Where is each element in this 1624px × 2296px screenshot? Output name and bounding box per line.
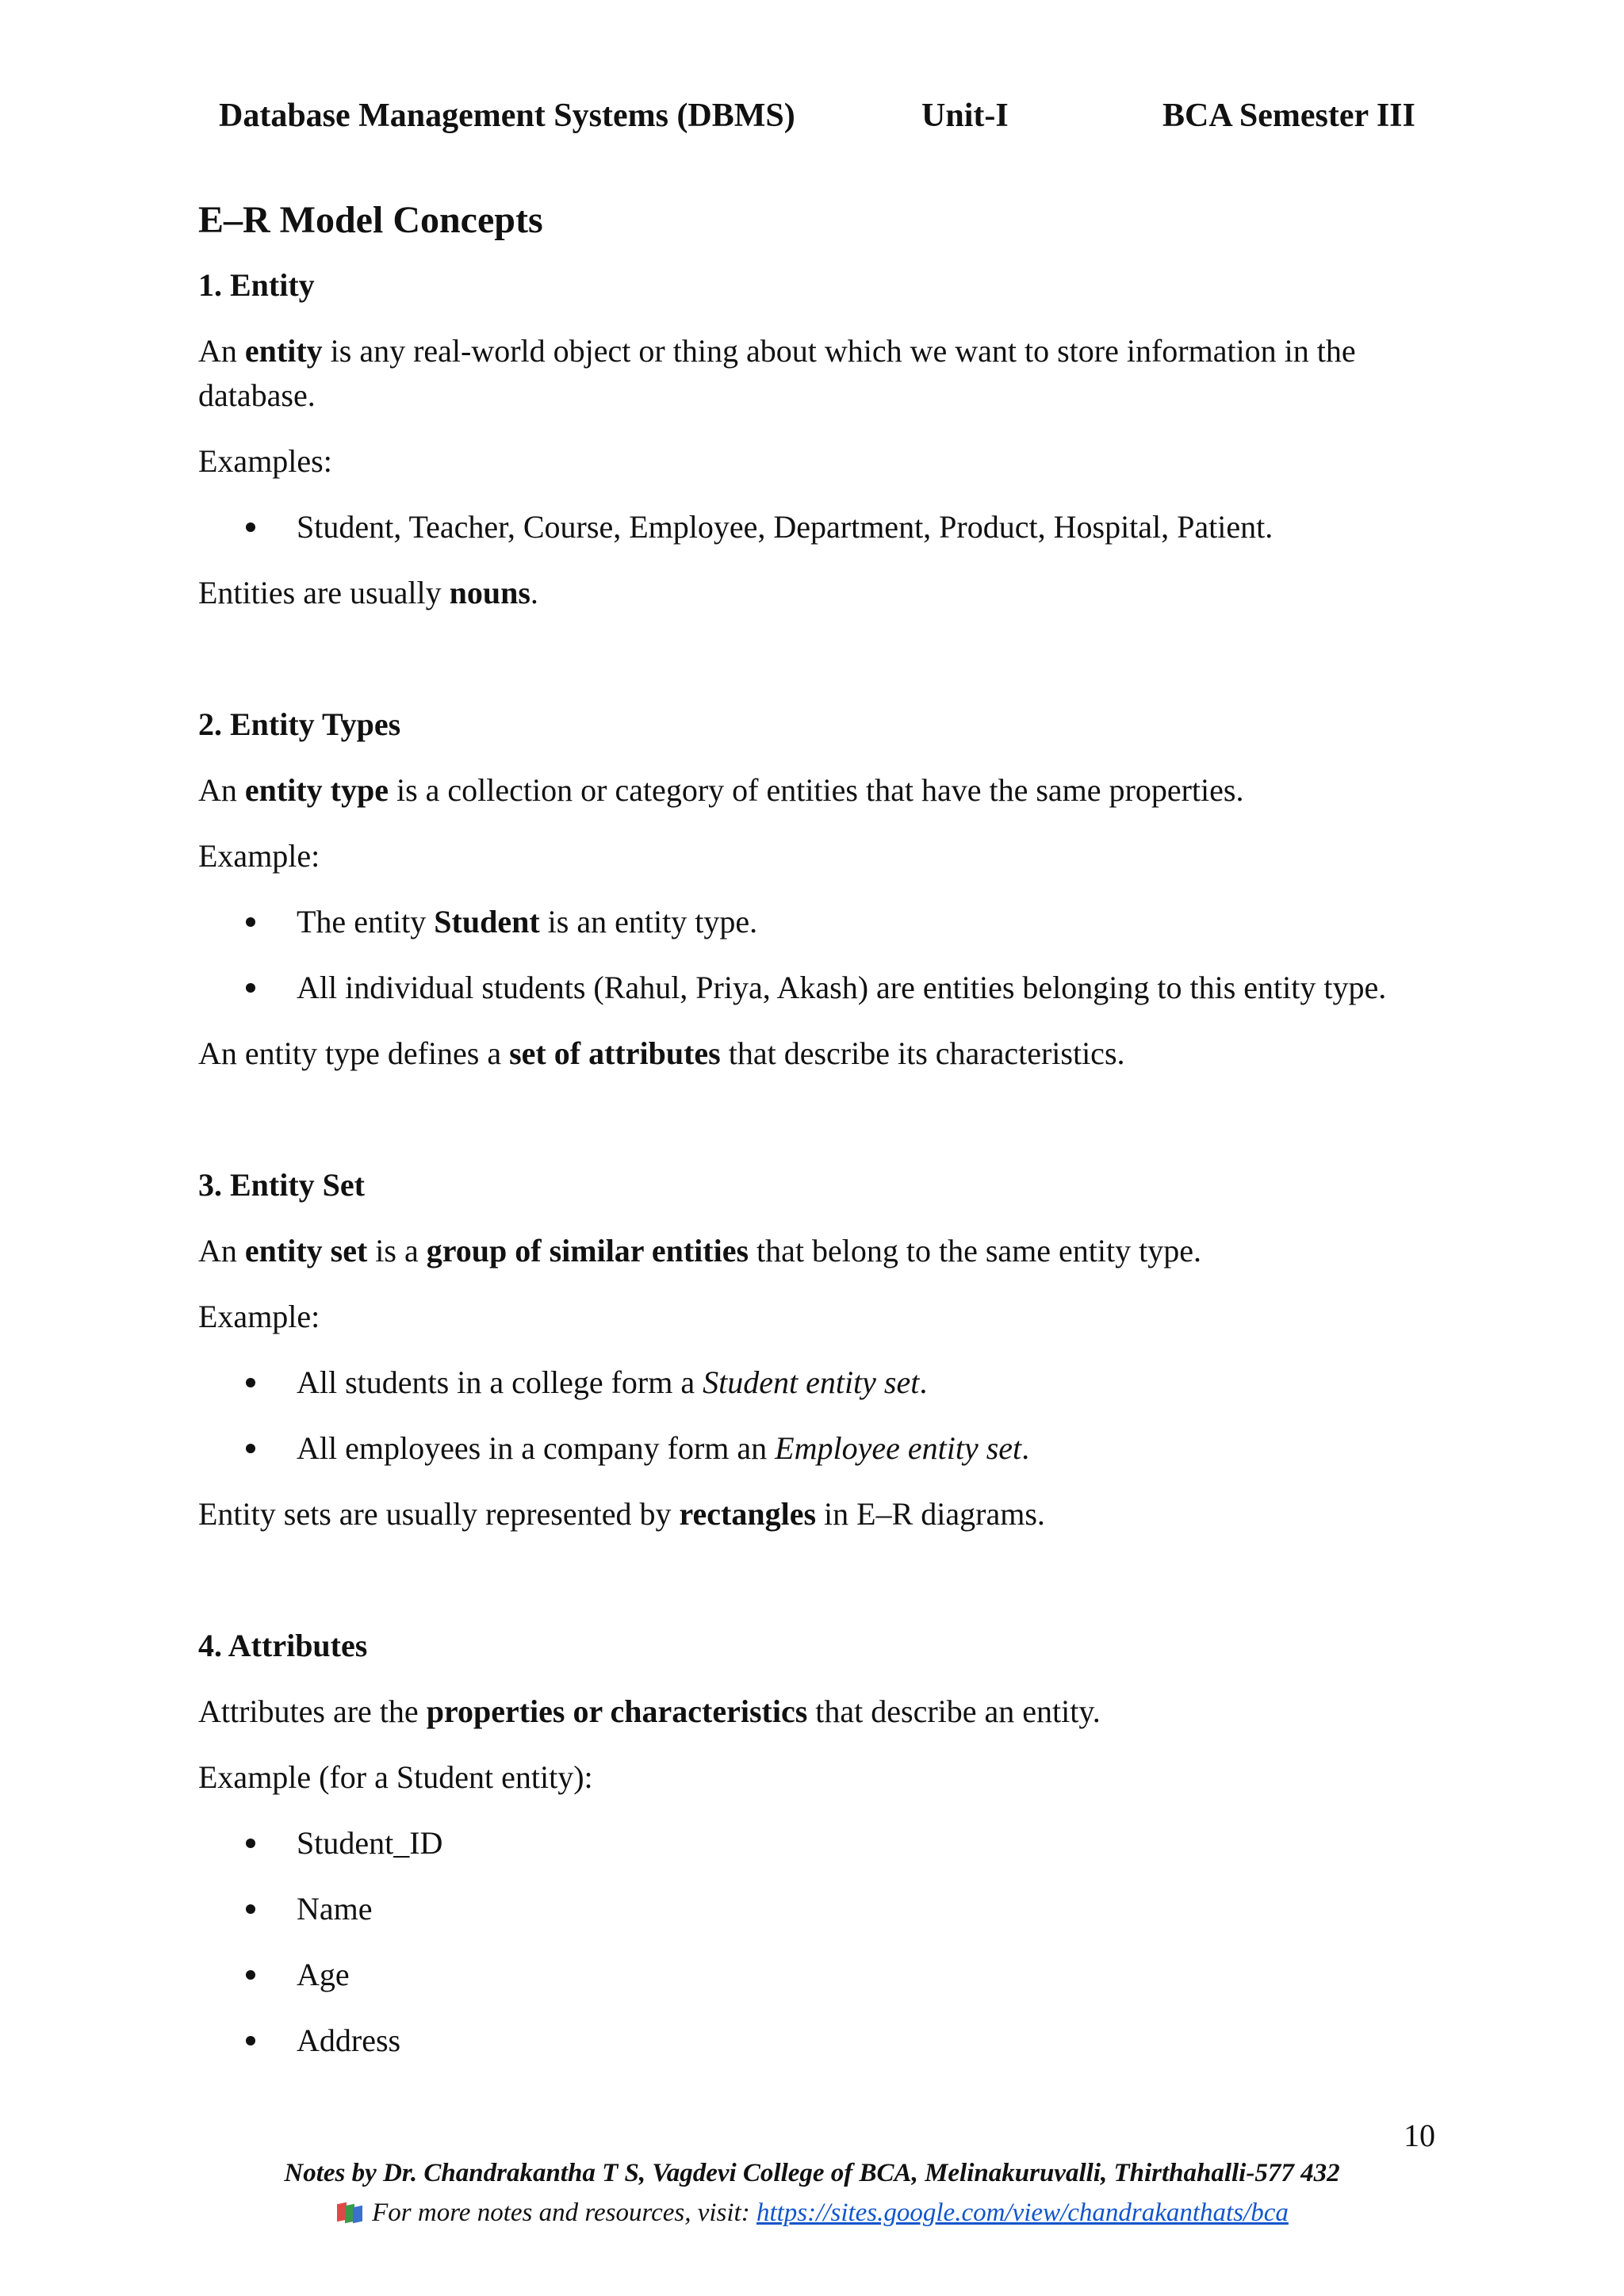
bold-term: entity [244, 333, 323, 369]
bold-term: nouns [449, 575, 530, 610]
list-item-text: All individual students (Rahul, Priya, Akash) are entities belonging to this entity type. [297, 970, 1387, 1005]
bullet-icon [246, 1839, 255, 1848]
text-run: . [919, 1364, 928, 1400]
examples-label: Examples: [198, 443, 332, 479]
text-run: is an entity type. [539, 904, 758, 939]
text-run: in E–R diagrams. [816, 1496, 1045, 1532]
text-run: . [530, 575, 538, 610]
bullet-icon [246, 1970, 255, 1980]
list-item [198, 505, 1451, 549]
list-item [198, 1953, 1451, 1997]
list-item-text: Student_ID [297, 1825, 443, 1861]
text-run: An [198, 1233, 245, 1269]
list-item [198, 1360, 1451, 1405]
text-run: All students in a college form a [297, 1364, 703, 1400]
books-icon [335, 2200, 364, 2224]
text-run: Attributes are the [198, 1693, 427, 1729]
list-item-text: Student, Teacher, Course, Employee, Department, Product, Hospital, Patient. [297, 509, 1274, 545]
document-body [198, 195, 1451, 2084]
footer-link-line [0, 2195, 1624, 2231]
page-header [0, 97, 1624, 141]
text-run: that describe an entity. [807, 1693, 1101, 1729]
bullet-list [198, 900, 1451, 1010]
text-run: is a [367, 1233, 427, 1269]
bullet-icon [246, 917, 255, 927]
entity-definition [198, 329, 1451, 418]
bullet-icon [246, 1904, 255, 1914]
text-run: that belong to the same entity type. [749, 1233, 1202, 1269]
attributes-definition [198, 1689, 1451, 1734]
section-spacer [198, 637, 1451, 702]
list-item [198, 1887, 1451, 1931]
italic-term: Employee entity set [775, 1430, 1022, 1466]
bold-term: Student [434, 904, 540, 939]
bullet-list [198, 505, 1451, 549]
text-run: that describe its characteristics. [720, 1035, 1125, 1071]
bullet-icon [246, 1444, 255, 1453]
header-course-title: Database Management Systems (DBMS) [219, 98, 795, 134]
text-run: is any real-world object or thing about which we want to store information in the database. [198, 333, 1356, 413]
example-label: Example (for a Student entity): [198, 1759, 593, 1795]
text-run: The entity [297, 904, 435, 939]
entity-set-definition [198, 1229, 1451, 1273]
list-item [198, 966, 1451, 1010]
footer-credit: Notes by Dr. Chandrakantha T S, Vagdevi College of BCA, Melinakuruvalli, Thirthahalli-577 432 [284, 2159, 1340, 2187]
text-run: Entity sets are usually represented by [198, 1496, 680, 1532]
list-item [198, 1426, 1451, 1471]
list-item-text: Address [297, 2022, 401, 2058]
text-run: is a collection or category of entities that have the same properties. [388, 772, 1244, 808]
bold-term: rectangles [679, 1496, 817, 1532]
footer-link[interactable]: https://sites.google.com/view/chandrakanthats/bca [756, 2198, 1289, 2227]
bold-term: properties or characteristics [426, 1693, 808, 1729]
text-run: An [198, 772, 245, 808]
list-item-text: Age [297, 1957, 350, 1992]
section-heading-entity: 1. Entity [198, 267, 315, 303]
bold-term: group of similar entities [426, 1233, 749, 1269]
example-label: Example: [198, 838, 320, 874]
entity-set-note [198, 1492, 1451, 1536]
section-heading-entity-types: 2. Entity Types [198, 706, 401, 742]
bullet-icon [246, 983, 255, 993]
text-run: An [198, 333, 245, 369]
bullet-list [198, 1360, 1451, 1471]
section-spacer [198, 1558, 1451, 1624]
example-label: Example: [198, 1299, 320, 1334]
section-heading-entity-set: 3. Entity Set [198, 1167, 365, 1203]
page-title: E–R Model Concepts [198, 199, 543, 241]
bullet-icon [246, 1378, 255, 1387]
header-semester: BCA Semester III [1162, 98, 1415, 134]
bullet-icon [246, 2036, 255, 2045]
attribute-list [198, 1821, 1451, 2063]
bullet-icon [246, 522, 255, 532]
text-run: Entities are usually [198, 575, 450, 610]
entity-type-definition [198, 768, 1451, 813]
bold-term: set of attributes [509, 1035, 721, 1071]
list-item [198, 2019, 1451, 2063]
section-heading-attributes: 4. Attributes [198, 1628, 368, 1663]
bold-term: entity type [244, 772, 389, 808]
list-item [198, 900, 1451, 944]
list-item-text: Name [297, 1891, 373, 1927]
list-item [198, 1821, 1451, 1866]
entity-note [198, 571, 1451, 615]
text-run: . [1021, 1430, 1030, 1466]
header-unit: Unit-I [921, 98, 1009, 134]
page-number: 10 [1404, 2118, 1435, 2153]
italic-term: Student entity set [703, 1364, 920, 1400]
footer-link-label: For more notes and resources, visit: [372, 2198, 756, 2227]
text-run: An entity type defines a [198, 1035, 510, 1071]
bold-term: entity set [244, 1233, 368, 1269]
section-spacer [198, 1097, 1451, 1163]
entity-type-note [198, 1031, 1451, 1076]
text-run: All employees in a company form an [297, 1430, 776, 1466]
